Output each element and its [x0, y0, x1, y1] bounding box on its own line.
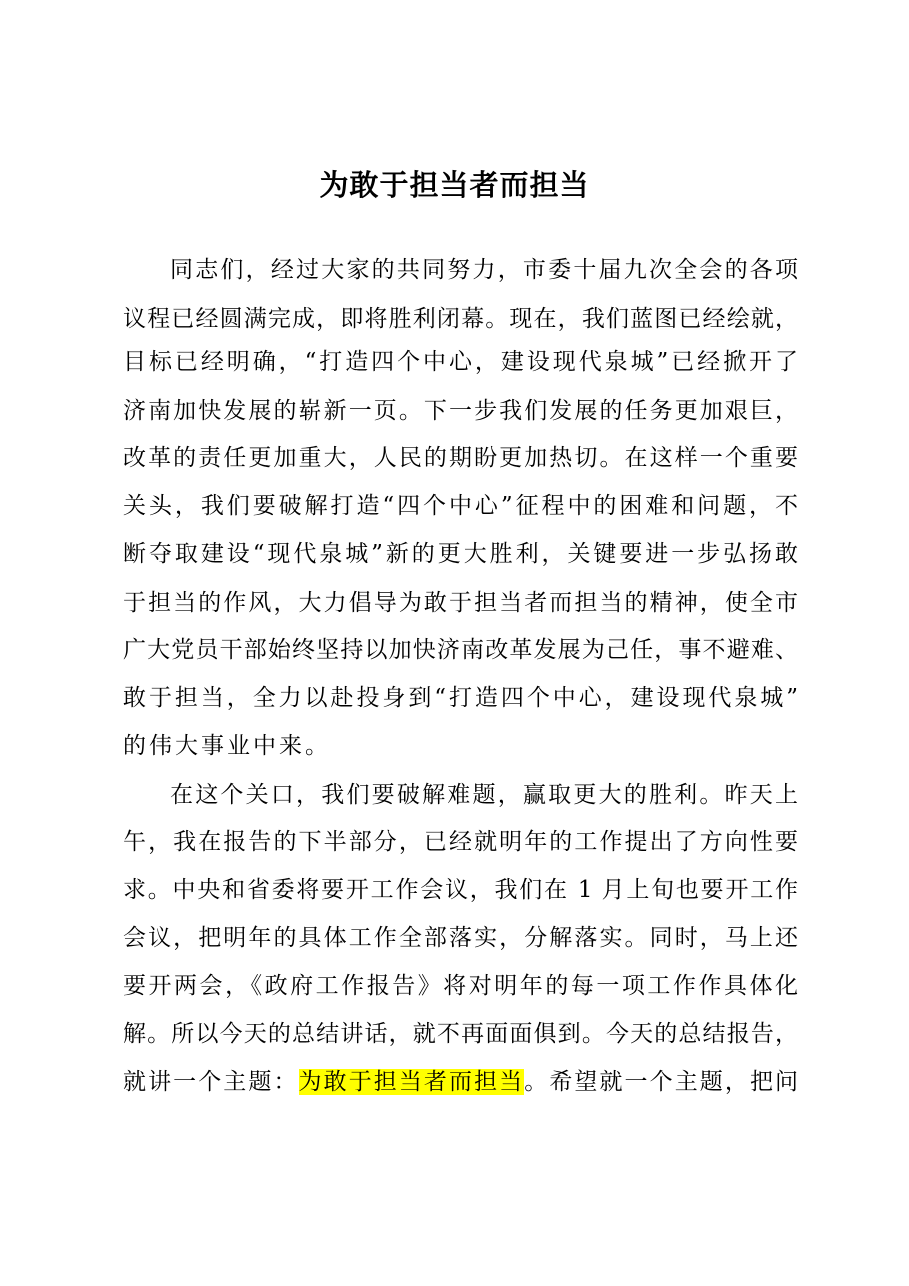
paragraph-2-line-4: 会议，把明年的具体工作全部落实，分解落实。同时，马上还 [123, 925, 798, 951]
paragraph-2-line-1: 在这个关口，我们要破解难题，赢取更大的胜利。昨天上 [170, 782, 798, 808]
text-before-highlight: 就讲一个主题： [123, 1069, 299, 1095]
highlighted-phrase: 为敢于担当者而担当 [298, 1069, 525, 1095]
paragraph-2-line-7 [123, 1064, 798, 1100]
paragraph-1-line-7: 断夺取建设“现代泉城”新的更大胜利，关键要进一步弘扬敢 [123, 541, 798, 567]
paragraph-2-line-5: 要开两会，《政府工作报告》将对明年的每一项工作作具体化 [123, 973, 798, 999]
paragraph-2-line-3: 求。中央和省委将要开工作会议，我们在 1 月上旬也要开工作 [123, 877, 798, 903]
paragraph-1-line-4: 济南加快发展的崭新一页。下一步我们发展的任务更加艰巨， [123, 398, 798, 424]
paragraph-1-line-1: 同志们，经过大家的共同努力，市委十届九次全会的各项 [170, 257, 798, 283]
paragraph-1-line-2: 议程已经圆满完成，即将胜利闭幕。现在，我们蓝图已经绘就， [123, 306, 798, 332]
paragraph-1-line-8: 于担当的作风，大力倡导为敢于担当者而担当的精神，使全市 [123, 590, 798, 616]
paragraph-1-line-9: 广大党员干部始终坚持以加快济南改革发展为己任，事不避难、 [123, 637, 798, 663]
paragraph-1-line-3: 目标已经明确，“打造四个中心，建设现代泉城”已经掀开了 [123, 349, 798, 375]
text-after-highlight: 。希望就一个主题，把问 [524, 1069, 799, 1095]
paragraph-2-line-2: 午，我在报告的下半部分，已经就明年的工作提出了方向性要 [123, 829, 798, 855]
paragraph-2-line-6: 解。所以今天的总结讲话，就不再面面俱到。今天的总结报告， [123, 1021, 798, 1047]
paragraph-1-line-10: 敢于担当，全力以赴投身到“打造四个中心，建设现代泉城” [123, 685, 798, 711]
document-title: 为敢于担当者而担当 [319, 168, 590, 202]
paragraph-1-line-5: 改革的责任更加重大，人民的期盼更加热切。在这样一个重要 [123, 445, 798, 471]
paragraph-1-line-6: 关头，我们要破解打造“四个中心”征程中的困难和问题，不 [123, 493, 798, 519]
paragraph-1-line-11: 的伟大事业中来。 [123, 733, 331, 759]
